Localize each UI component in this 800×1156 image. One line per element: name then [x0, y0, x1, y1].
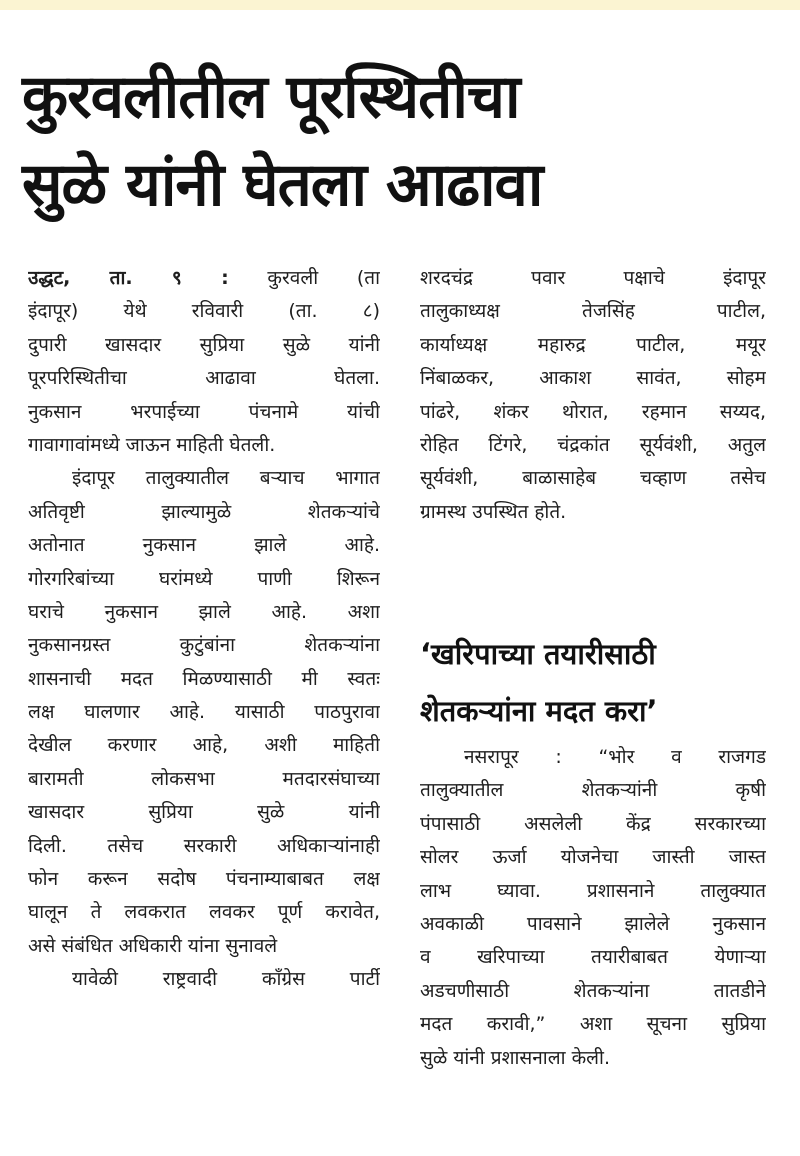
article-line: लाभ घ्यावा. प्रशासनाने तालुक्यात — [420, 879, 766, 902]
article-line: पंपासाठी असलेली केंद्र सरकारच्या — [420, 812, 766, 835]
article-line: नुकसानग्रस्त कुटुंबांना शेतकऱ्यांना — [28, 634, 380, 657]
article-line: उद्धट, ता. ९ : कुरवली (ता — [28, 267, 380, 289]
article-line: तालुकाध्यक्ष तेजसिंह पाटील, — [420, 300, 766, 323]
article-line: गावागावांमध्ये जाऊन माहिती घेतली. — [28, 433, 276, 456]
article-line: देखील करणार आहे, अशी माहिती — [28, 734, 380, 757]
article-line: अतोनात नुकसान झाले आहे. — [28, 534, 380, 557]
article-line: फोन करून सदोष पंचनाम्याबाबत लक्ष — [28, 868, 380, 891]
article-line: सूर्यवंशी, बाळासाहेब चव्हाण तसेच — [420, 467, 766, 490]
article-line: अवकाळी पावसाने झालेले नुकसान — [420, 912, 766, 935]
article-line: दिली. तसेच सरकारी अधिकाऱ्यांनाही — [28, 834, 380, 857]
second-article-column — [420, 741, 766, 1075]
article-line: गोरगरिबांच्या घरांमध्ये पाणी शिरून — [28, 567, 380, 590]
article-line: ग्रामस्थ उपस्थित होते. — [420, 500, 567, 523]
article-line: पांढरे, शंकर थोरात, रहमान सय्यद, — [420, 400, 766, 423]
dateline: उद्धट, ता. ९ : — [28, 267, 229, 289]
right-article-column — [420, 262, 766, 529]
article-line: यावेळी राष्ट्रवादी काँग्रेस पार्टी — [72, 968, 380, 991]
article-line: शासनाची मदत मिळण्यासाठी मी स्वतः — [28, 667, 380, 690]
article-line: निंबाळकर, आकाश सावंत, सोहम — [420, 367, 766, 390]
article-line: अतिवृष्टी झाल्यामुळे शेतकऱ्यांचे — [28, 500, 380, 523]
article-line: बारामती लोकसभा मतदारसंघाच्या — [28, 767, 380, 790]
article-line: सोलर ऊर्जा योजनेचा जास्ती जास्त — [420, 846, 766, 869]
article-line: व खरिपाच्या तयारीबाबत येणाऱ्या — [420, 946, 766, 969]
article-line: नसरापूर : “भोर व राजगड — [464, 746, 766, 768]
article-line: असे संबंधित अधिकारी यांना सुनावले — [28, 934, 278, 957]
article-line: सुळे यांनी प्रशासनाला केली. — [420, 1046, 611, 1069]
headline-line-1: कुरवलीतील पूरस्थितीचा — [22, 62, 520, 132]
left-article-column — [28, 262, 380, 997]
subheadline-line-1: ‘खरिपाच्या तयारीसाठी — [420, 637, 656, 671]
article-line: पूरपरिस्थितीचा आढावा घेतला. — [28, 367, 380, 390]
headline-line-2: सुळे यांनी घेतला आढावा — [22, 150, 543, 220]
article-line: घराचे नुकसान झाले आहे. अशा — [28, 600, 380, 623]
article-line: कार्याध्यक्ष महारुद्र पाटील, मयूर — [420, 333, 766, 356]
article-line: शरदचंद्र पवार पक्षाचे इंदापूर — [420, 267, 766, 289]
article-line: दुपारी खासदार सुप्रिया सुळे यांनी — [28, 333, 380, 356]
top-color-strip — [0, 0, 800, 10]
article-line: तालुक्यातील शेतकऱ्यांनी कृषी — [420, 779, 766, 802]
article-line: इंदापूर तालुक्यातील बऱ्याच भागात — [72, 467, 380, 490]
article-line: खासदार सुप्रिया सुळे यांनी — [28, 801, 380, 824]
article-line: रोहित टिंगरे, चंद्रकांत सूर्यवंशी, अतुल — [420, 433, 766, 456]
article-line: इंदापूर) येथे रविवारी (ता. ८) — [28, 300, 380, 323]
article-line: अडचणीसाठी शेतकऱ्यांना तातडीने — [420, 979, 766, 1002]
article-line: घालून ते लवकरात लवकर पूर्ण करावेत, — [28, 901, 380, 924]
article-line: नुकसान भरपाईच्या पंचनामे यांची — [28, 400, 380, 423]
article-line: मदत करावी,” अशा सूचना सुप्रिया — [420, 1013, 766, 1036]
subheadline-line-2: शेतकऱ्यांना मदत करा’ — [420, 694, 658, 728]
article-line: लक्ष घालणार आहे. यासाठी पाठपुरावा — [28, 701, 380, 724]
